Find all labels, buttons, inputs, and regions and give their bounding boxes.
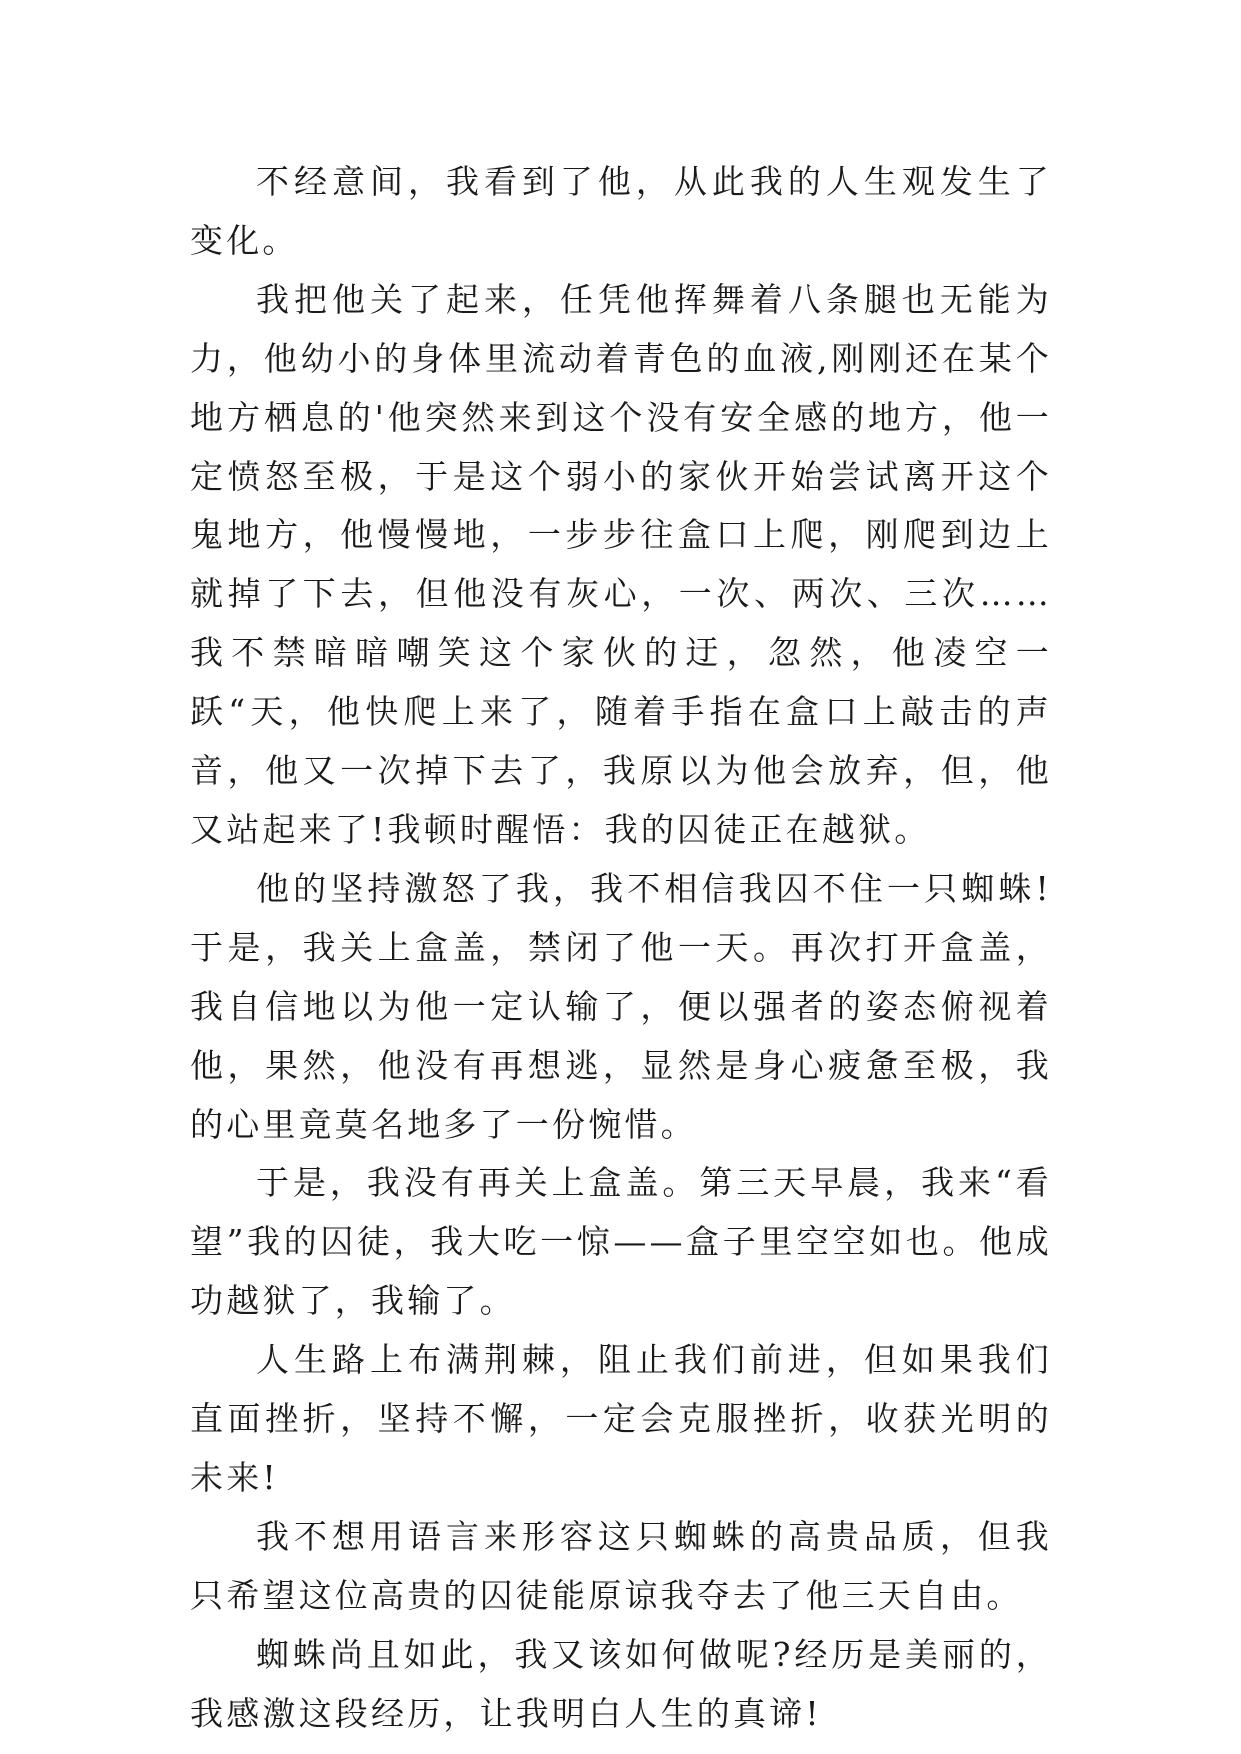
- paragraph: 他的坚持激怒了我，我不相信我囚不住一只蜘蛛!于是，我关上盒盖，禁闭了他一天。再次打开盒盖，我自信地以为他一定认输了，便以强者的姿态俯视着他，果然，他没有再想逃，显然是身心疲惫至极，我的心里竟莫名地多了一份惋惜。: [190, 868, 1052, 1144]
- paragraph: 人生路上布满荆棘，阻止我们前进，但如果我们直面挫折，坚持不懈，一定会克服挫折，收获光明的未来!: [190, 1340, 1052, 1497]
- document-body: [190, 153, 1052, 1743]
- paragraph: 我把他关了起来，任凭他挥舞着八条腿也无能为力，他幼小的身体里流动着青色的血液,刚刚还在某个地方栖息的'他突然来到这个没有安全感的地方，他一定愤怒至极，于是这个弱小的家伙开始尝试离开这个鬼地方，他慢慢地，一步步往盒口上爬，刚爬到边上就掉了下去，但他没有灰心，一次、两次、三次……我不禁暗暗嘲笑这个家伙的迂，忽然，他凌空一跃“天，他快爬上来了，随着手指在盒口上敲击的声音，他又一次掉下去了，我原以为他会放弃，但，他又站起来了!我顿时醒悟：我的囚徒正在越狱。: [190, 279, 1052, 849]
- paragraph: 蜘蛛尚且如此，我又该如何做呢?经历是美丽的，我感激这段经历，让我明白人生的真谛!: [190, 1634, 1052, 1733]
- paragraph: 不经意间，我看到了他，从此我的人生观发生了变化。: [190, 162, 1052, 260]
- paragraph: 于是，我没有再关上盒盖。第三天早晨，我来“看望”我的囚徒，我大吃一惊——盒子里空空如也。他成功越狱了，我输了。: [190, 1163, 1052, 1321]
- paragraph: 我不想用语言来形容这只蜘蛛的高贵品质，但我只希望这位高贵的囚徒能原谅我夺去了他三天自由。: [190, 1516, 1052, 1615]
